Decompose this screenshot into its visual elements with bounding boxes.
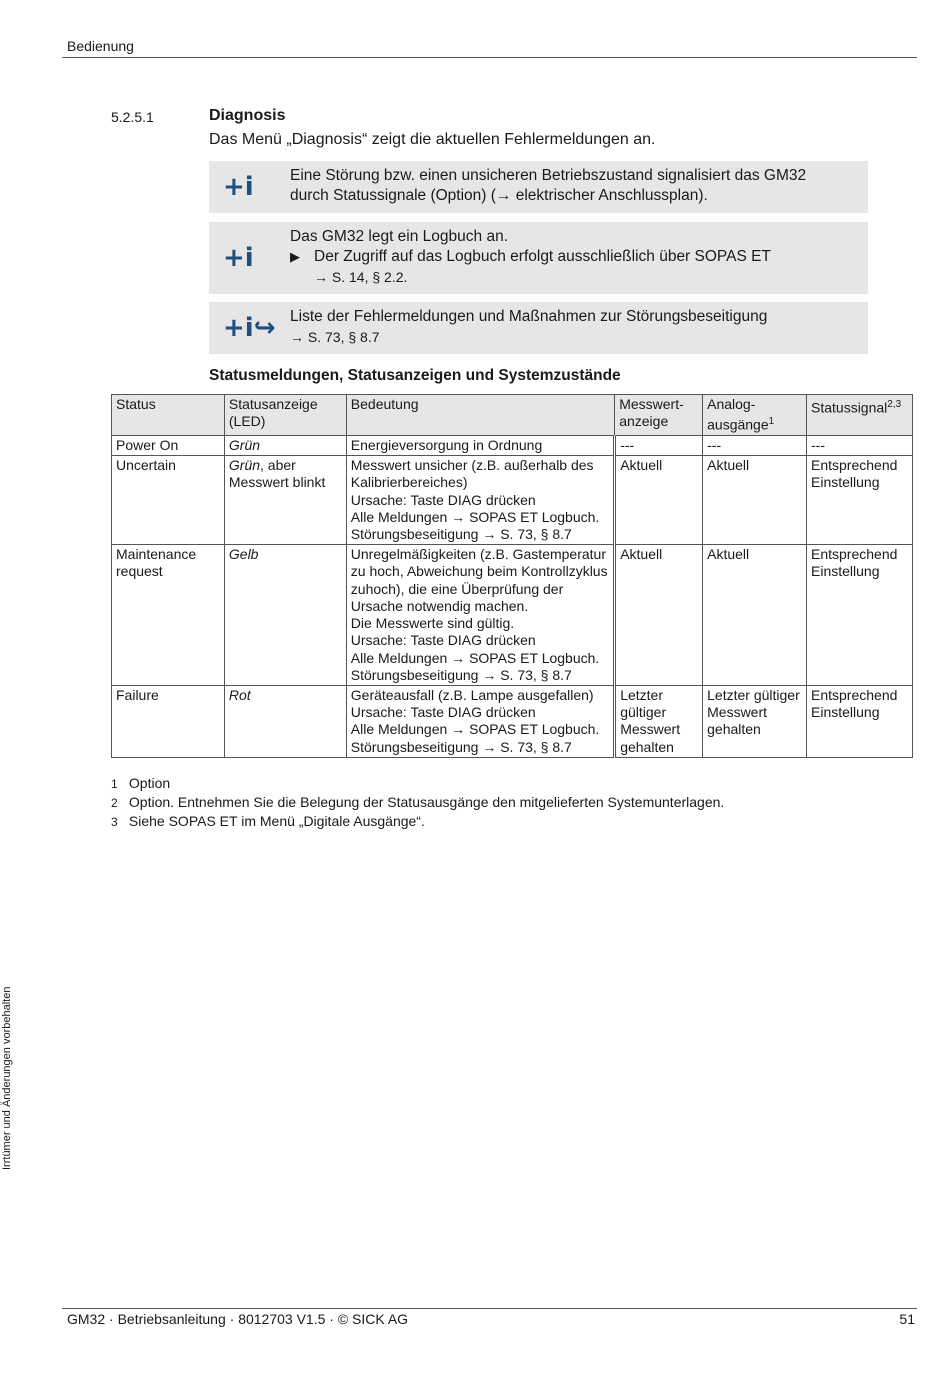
info-icon: +i	[223, 243, 254, 273]
header-rule	[62, 57, 917, 58]
table-row: Failure Rot Geräteausfall (z.B. Lampe ausgefallen) Ursache: Taste DIAG drücken Alle Meldungen → SOPAS ET Logbuch. Störungsbeseitigung → S. 73, § 8.7 Letzter gültiger Messwert gehalten Letzter gültiger Messwert gehalten Entsprechend Einstellung	[112, 685, 913, 757]
cross-reference: → S. 73, § 8.7	[290, 329, 380, 345]
section-title: Diagnosis	[209, 107, 286, 124]
action-item: ▶ Der Zugriff auf das Logbuch erfolgt ausschließlich über SOPAS ET	[290, 248, 771, 265]
footer-text: GM32 · Betriebsanleitung · 8012703 V1.5 · © SICK AG	[67, 1311, 409, 1327]
info-icon: +i	[223, 172, 254, 202]
side-disclaimer: Irrtümer und Änderungen vorbehalten	[1, 986, 13, 1170]
cross-reference: → S. 14, § 2.2.	[314, 269, 408, 285]
section-number: 5.2.5.1	[111, 109, 154, 125]
table-title: Statusmeldungen, Statusanzeigen und Systemzustände	[209, 367, 621, 384]
status-table	[111, 394, 913, 758]
footnote: 3 Siehe SOPAS ET im Menü „Digitale Ausgänge“.	[111, 813, 425, 829]
page-number: 51	[899, 1311, 915, 1327]
header-analog: Analog-ausgänge$^1$	[703, 395, 807, 436]
footnote: 1 Option	[111, 775, 171, 791]
header-measured-value: Messwert-anzeige	[615, 395, 703, 436]
info-note	[209, 222, 868, 294]
header-led: Statusanzeige (LED)	[224, 395, 346, 436]
info-link-icon: +i↪	[223, 313, 276, 343]
note-text: Liste der Fehlermeldungen und Maßnahmen zur Störungsbeseitigung → S. 73, § 8.7	[290, 307, 854, 347]
info-note	[209, 302, 868, 354]
running-header: Bedienung	[67, 38, 134, 54]
header-meaning: Bedeutung	[346, 395, 614, 436]
footnote: 2 Option. Entnehmen Sie die Belegung der Statusausgänge den mitgelieferten Systemunterlagen.	[111, 794, 725, 810]
table-row: Power On Grün Energieversorgung in Ordnung --- --- ---	[112, 436, 913, 456]
table-row: Maintenance request Gelb Unregelmäßigkeiten (z.B. Gastemperatur zu hoch, Abweichung beim Kontrollzyklus zuhoch), die eine Überprüfung der Ursache notwendig machen. Die Messwerte sind gültig. Ursache: Taste DIAG drücken Alle Meldungen → SOPAS ET Logbuch. Störungsbeseitigung → S. 73, § 8.7 Aktuell Aktuell Entsprechend Einstellung	[112, 545, 913, 686]
note-text: Eine Störung bzw. einen unsicheren Betriebszustand signalisiert das GM32 durch Statussignale (Option) (→ elektrischer Anschlussplan).	[290, 167, 807, 204]
table-header-row	[112, 395, 913, 436]
info-note	[209, 161, 868, 213]
arrow-bullet-icon: ▶	[290, 249, 300, 264]
section-intro: Das Menü „Diagnosis“ zeigt die aktuellen Fehlermeldungen an.	[209, 131, 656, 148]
header-status-signal: Statussignal$^{2,3}$	[807, 395, 913, 436]
table-row: Uncertain Grün, aber Messwert blinkt Messwert unsicher (z.B. außerhalb des Kalibrierbereiches) Ursache: Taste DIAG drücken Alle Meldungen → SOPAS ET Logbuch. Störungsbeseitigung → S. 73, § 8.7 Aktuell Aktuell Entsprechend Einstellung	[112, 456, 913, 545]
footer-rule	[62, 1308, 917, 1309]
header-status: Status	[112, 395, 225, 436]
note-text: Das GM32 legt ein Logbuch an. ▶ Der Zugriff auf das Logbuch erfolgt ausschließlich über SOPAS ET → S. 14, § 2.2.	[290, 227, 854, 287]
